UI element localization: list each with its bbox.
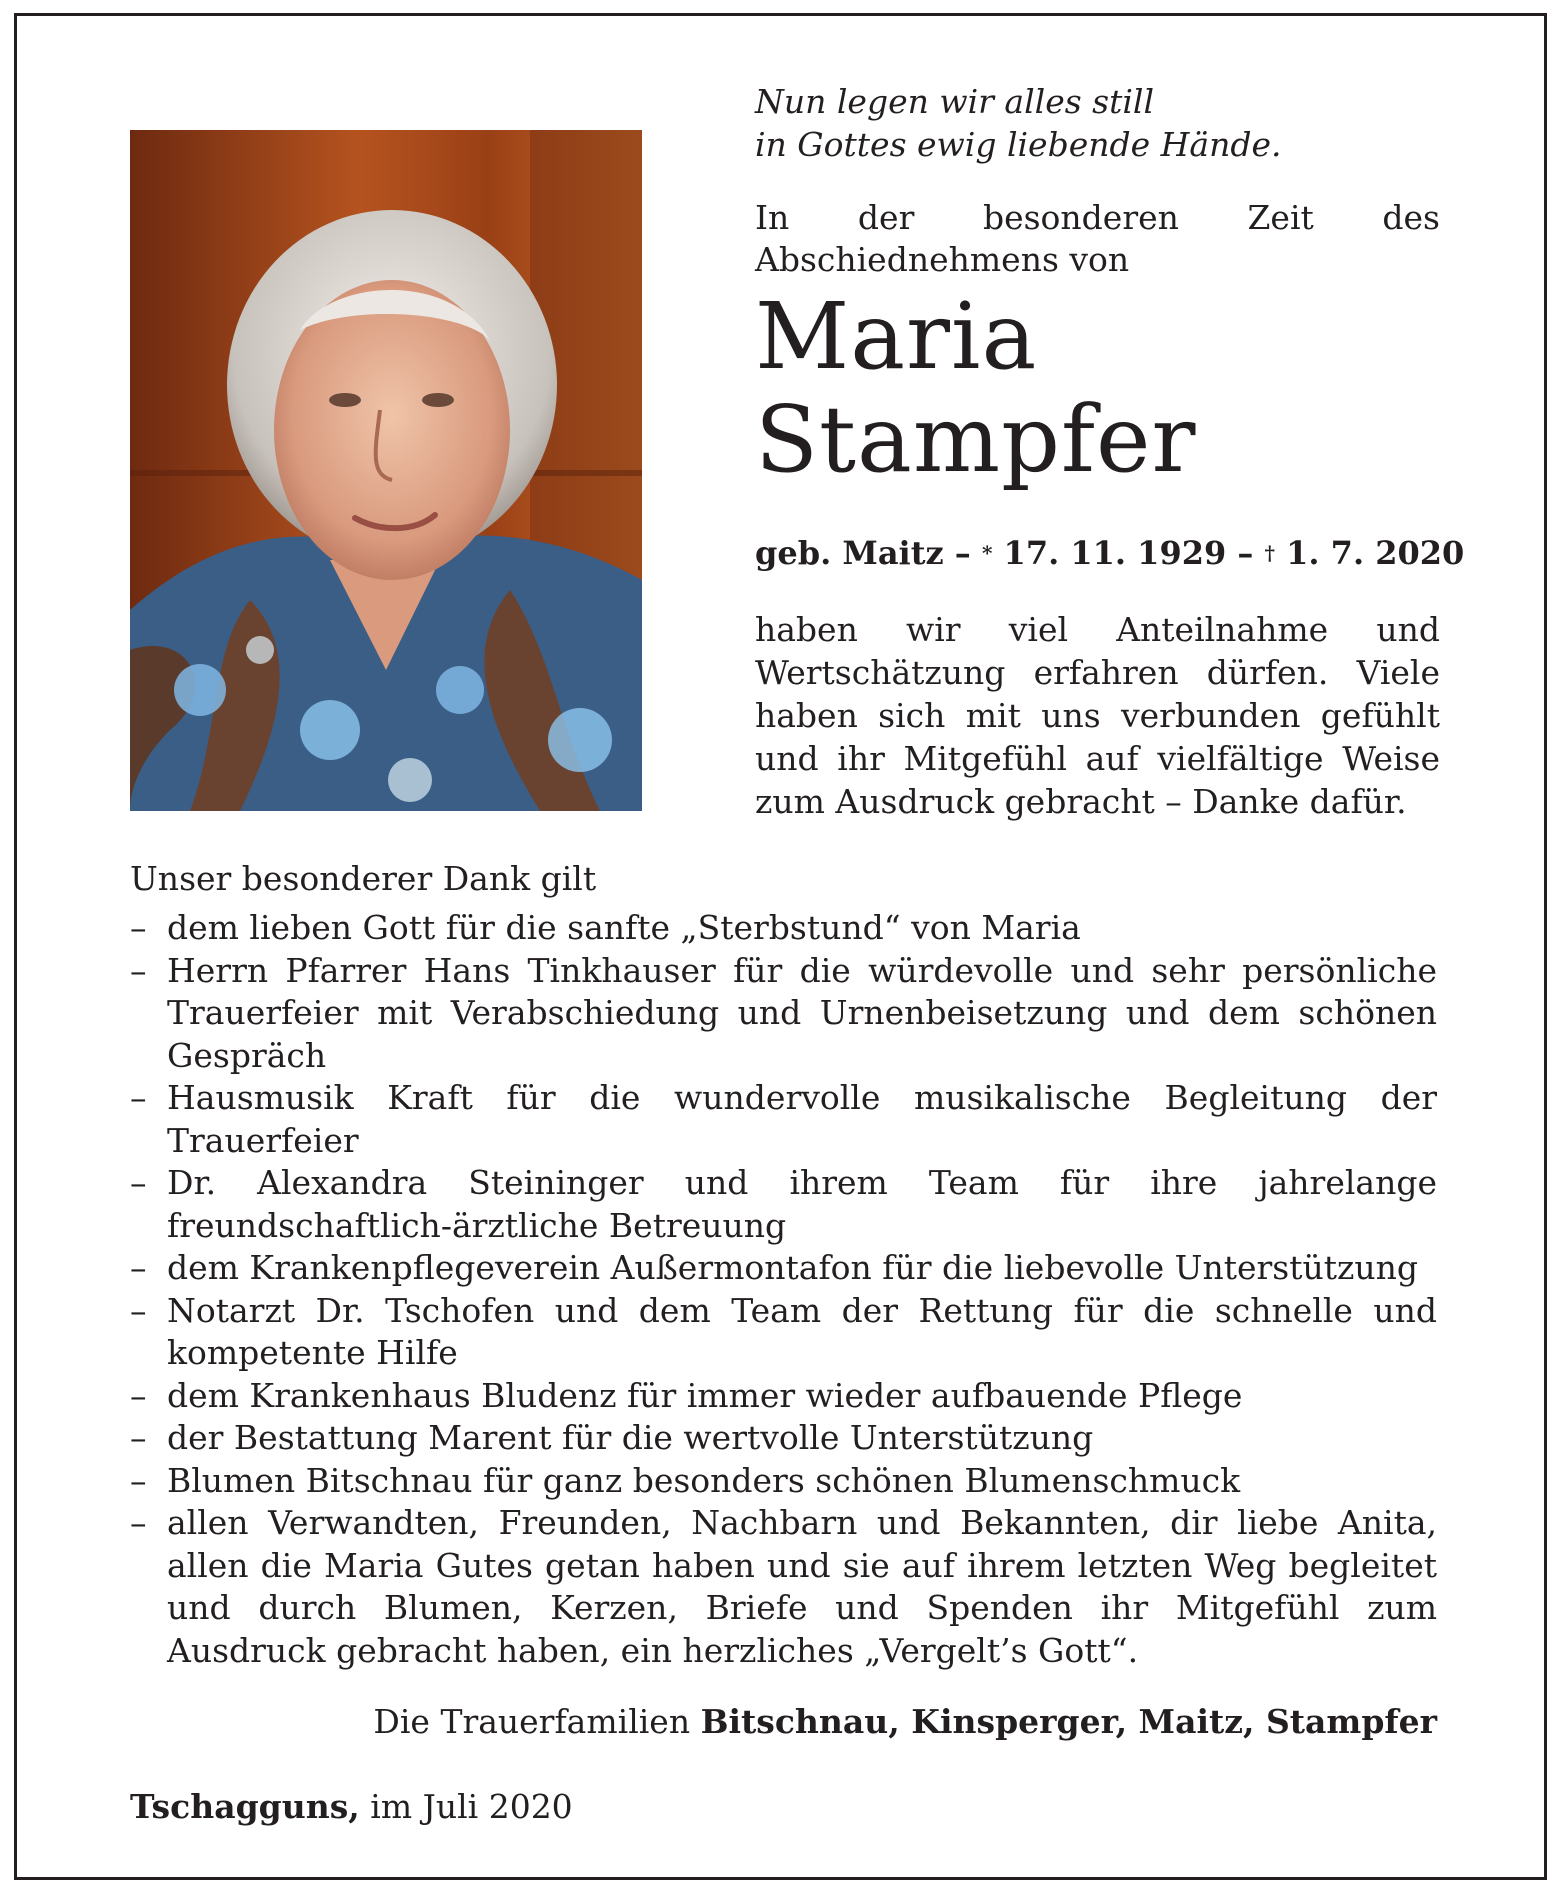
list-item-text: Blumen Bitschnau für ganz besonders schönen Blumenschmuck <box>167 1460 1241 1500</box>
death-symbol: † <box>1264 541 1275 565</box>
birth-date: 17. 11. 1929 <box>1003 534 1227 572</box>
dash-bullet: – <box>130 1290 147 1330</box>
list-item <box>130 907 1437 950</box>
list-item <box>130 1290 1437 1375</box>
list-item-text: allen Verwandten, Freunden, Nachbarn und Bekannten, dir liebe Anita, allen die Maria Gutes getan haben und sie auf ihrem letzten Weg begleitet und durch Blumen, Kerzen, Briefe und Spenden ihr Mitgefühl zum Ausdruck gebracht haben, ein herzliches „Vergelt’s Gott“. <box>167 1503 1437 1670</box>
portrait-image <box>130 130 642 811</box>
special-thanks-lead: Unser besonderer Dank gilt <box>130 859 597 898</box>
place-town: Tschagguns, <box>130 1787 360 1826</box>
list-item-text: dem Krankenpflegeverein Außermontafon für die liebevolle Unterstützung <box>167 1248 1418 1287</box>
list-item-text: Herrn Pfarrer Hans Tinkhauser für die würdevolle und sehr persönliche Trauerfeier mit Verabschiedung und Urnenbeisetzung und dem schönen Gespräch <box>167 950 1437 1075</box>
birth-name: geb. Maitz <box>755 534 944 572</box>
dash-bullet: – <box>130 1078 147 1117</box>
date-separator: – <box>1226 534 1265 572</box>
death-date: 1. 7. 2020 <box>1286 534 1465 572</box>
list-item-text: der Bestattung Marent für die wertvolle Unterstützung <box>167 1418 1094 1457</box>
family-signature <box>373 1701 1437 1743</box>
list-item <box>130 950 1437 1078</box>
dash-bullet: – <box>130 1460 147 1500</box>
birth-symbol: * <box>981 541 993 565</box>
list-item-text: Hausmusik Kraft für die wundervolle musikalische Begleitung der Trauerfeier <box>167 1078 1437 1160</box>
intro-text: In der besonderen Zeit des Abschiednehmens von <box>755 198 1440 279</box>
family-names: Bitschnau, Kinsperger, Maitz, Stampfer <box>700 1702 1437 1741</box>
list-item <box>130 1375 1437 1418</box>
list-item-text: Notarzt Dr. Tschofen und dem Team der Rettung für die schnelle und kompetente Hilfe <box>167 1290 1437 1372</box>
list-item <box>130 1417 1437 1460</box>
date-separator: – <box>943 534 982 572</box>
signature-prefix: Die Trauerfamilien <box>373 1702 691 1741</box>
dash-bullet: – <box>130 1418 147 1457</box>
motto-line-1: Nun legen wir alles still <box>755 82 1155 121</box>
list-item <box>130 1460 1437 1503</box>
list-item <box>130 1162 1437 1247</box>
thanks-paragraph: haben wir viel Anteilnahme und Wertschätzung erfahren dürfen. Viele haben sich mit uns verbunden gefühlt und ihr Mitgefühl auf vielfältige Weise zum Ausdruck gebracht – Danke dafür. <box>755 610 1440 821</box>
portrait-photo <box>130 130 642 811</box>
list-item-text: dem Krankenhaus Bludenz für immer wieder aufbauende Pflege <box>167 1375 1243 1415</box>
last-name: Stampfer <box>755 386 1197 493</box>
list-item <box>130 1502 1437 1672</box>
dash-bullet: – <box>130 1503 147 1542</box>
motto-line-2: in Gottes ewig liebende Hände. <box>755 125 1282 164</box>
dash-bullet: – <box>130 1375 147 1415</box>
dash-bullet: – <box>130 950 147 990</box>
list-item-text: Dr. Alexandra Steininger und ihrem Team für ihre jahrelange freundschaftlich-ärztliche Betreuung <box>167 1163 1437 1245</box>
dash-bullet: – <box>130 1163 147 1202</box>
list-item <box>130 1247 1437 1290</box>
dash-bullet: – <box>130 908 147 947</box>
dash-bullet: – <box>130 1248 147 1287</box>
deceased-name <box>755 285 1440 491</box>
special-thanks-list <box>130 907 1437 1672</box>
first-name: Maria <box>755 283 1038 390</box>
place-and-date <box>130 1786 573 1828</box>
list-item <box>130 1077 1437 1162</box>
motto <box>755 80 1440 166</box>
place-date: im Juli 2020 <box>370 1787 573 1826</box>
life-dates <box>755 532 1465 578</box>
list-item-text: dem lieben Gott für die sanfte „Sterbstund“ von Maria <box>167 908 1081 947</box>
